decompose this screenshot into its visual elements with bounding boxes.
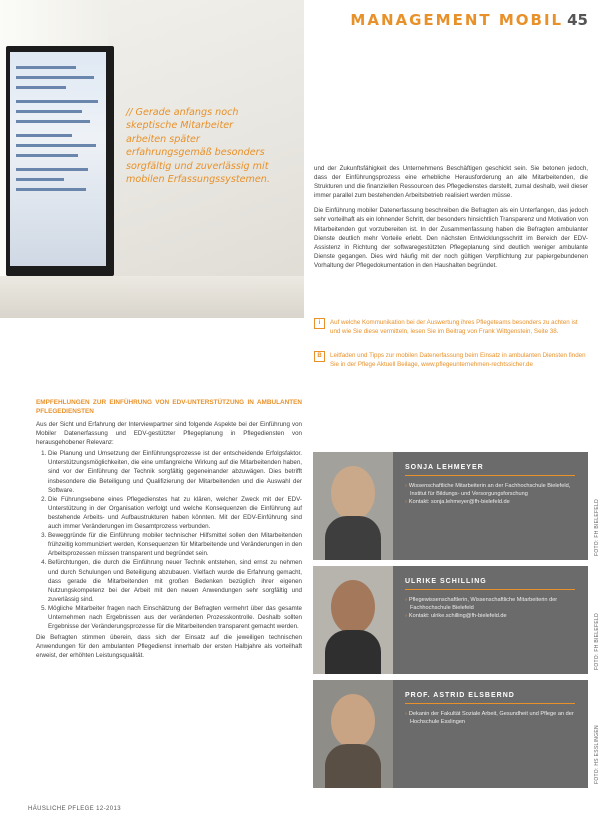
- divider: [405, 475, 575, 476]
- portrait-body: [325, 630, 381, 674]
- closing-paragraph: Die Befragten stimmen überein, dass sich der Einsatz auf die jeweiligen technischen Anwendungen für den ambulanten Pflegedienst innerhalb der ersten Halbjahre als vorteilhaft erweist, der erhöhten Leistungsqualität.: [36, 634, 302, 660]
- photo-credit: FOTO: HS ESSLINGEN: [594, 725, 600, 784]
- info-icon: i: [314, 318, 325, 329]
- left-column: [36, 398, 302, 666]
- book-icon: B: [314, 351, 325, 362]
- hint-text: Auf welche Kommunikation bei der Auswertung ihres Pflegeteams besonders zu achten ist und wie Sie diese vermitteln, lesen Sie im Beitrag von Frank Wittgenstein, Seite 38.: [330, 319, 578, 335]
- author-bullet: › Kontakt: ulrike.schilling@fh-bielefeld.de: [405, 612, 577, 620]
- divider: [405, 703, 575, 704]
- author-bullet: › Pflegewissenschaftlerin, Wissenschaftliche Mitarbeiterin der Fachhochschule Bielefeld: [405, 596, 577, 612]
- author-info: [405, 482, 577, 507]
- portrait-body: [325, 744, 381, 788]
- portrait-face: [331, 466, 375, 520]
- list-item: 2. Die Führungsebene eines Pflegedienstes hat zu klären, welcher Zweck mit der EDV-Unterstützung in der Organisation verfolgt und welche Konsequenzen die Einführung auf bestehende Arbeits- und Aufbaustrukturen haben könnten. Mit der EDV-Einführung sind auch immer Veränderungen im Gesamtprozess verbunden.: [48, 495, 302, 531]
- right-column: [314, 164, 588, 276]
- author-bullet: › Dekanin der Fakultät Soziale Arbeit, Gesundheit und Pflege an der Hochschule Esslingen: [405, 710, 577, 726]
- desk-surface: [0, 276, 304, 318]
- author-portrait: [313, 566, 393, 674]
- monitor-screen: [10, 52, 106, 266]
- author-card: [313, 680, 588, 788]
- paragraph: und der Zukunftsfähigkeit des Unternehmens Beschäftigen geschickt sein. Sie betonen jedoch, dass der Einführungsprozess eine erhebliche Herausforderung an alle Mitarbeitenden, die Strukturen und die finanziellen Ressourcen des Pflegedienstes darstellt, zumal deshalb, weil dieser immer parallel zum bestehenden Arbeitsbetrieb realisiert werden müsse.: [314, 165, 588, 200]
- page-footer: HÄUSLICHE PFLEGE 12-2013: [28, 806, 121, 812]
- pull-quote: // Gerade anfangs noch skeptische Mitarbeiter arbeiten später erfahrungsgemäß besonders sorgfältig und zuverlässig mit mobilen Erfassungssystemen.: [126, 107, 270, 186]
- list-item: 5. Mögliche Mitarbeiter fragen nach Einschätzung der Befragten vermehrt über das gesamte Unternehmen nach Ergebnissen aus der veränderten Prozesskontrolle. Deshalb sollten Ergebnisse der Veränderungsprozesse für die Mitarbeitenden transparent gemacht werden.: [48, 604, 302, 631]
- paragraph: Die Einführung mobiler Datenerfassung beschreiben die Befragten als ein Unterfangen, das jedoch sehr vorteilhaft als ein lohnender Schritt, der besonders hinsichtlich Transparenz und Motivation von Mitarbeitenden gut vorzubereiten ist. In der Zusammenfassung haben die Befragten ambulanter Dienste deutlich mehr Vorteile erlebt. Den nächsten Entwicklungsschritt im Bereich der EDV-Assistenz in Richtung der softwaregestützten Pflegeplanung sind deutlich weniger ambulante Dienste gegangen. Dies wird häufig mit der noch gültigen Verpflichtung zur papiergebundenen Vorhaltung der Pflegedokumentation in den Haushalten begründet.: [314, 207, 588, 269]
- page-header: [350, 10, 588, 29]
- page-number: 45: [567, 11, 588, 29]
- author-portrait: [313, 452, 393, 560]
- divider: [405, 589, 575, 590]
- list-item: 1. Die Planung und Umsetzung der Einführungsprozesse ist der entscheidende Erfolgsfaktor. Unterstützungsmöglichkeiten, die eine umfangreiche Wirkung auf die Mitarbeitenden haben, sind vor der Einführung der Technik sorgfältig gegeneinander abzuwägen. Dies betrifft insbesondere die Beteiligung und Qualifizierung der Mitarbeitenden und die Auswahl der Software.: [48, 449, 302, 494]
- photo-credit: FOTO: FH BIELEFELD: [594, 499, 600, 556]
- list-item: 3. Beweggründe für die Einführung mobiler technischer Hilfsmittel sollen den Mitarbeitenden frühzeitig kommuniziert werden, Konsequenzen für Mitarbeitende und Veränderungen in den Arbeitsprozessen müssen transparent und begründet sein.: [48, 531, 302, 558]
- hint-text: Leitfaden und Tipps zur mobilen Datenerfassung beim Einsatz in ambulanten Diensten finden Sie in der Pflege Aktuell Beilage, www.pflegeunternehmen-rechtssicher.de: [330, 352, 586, 368]
- list-item: 4. Befürchtungen, die durch die Einführung neuer Technik entstehen, sind ernst zu nehmen und durch Schulungen und Beteiligung abzubauen. Vielfach wurde die Erfahrung gemacht, dass gerade die Mitarbeitenden mit großen Bedenken bezüglich ihrer eigenen Nutzungskompetenz bei der Arbeit mit den neuen Anwendungen sehr sorgfältig und zuverlässig sind.: [48, 558, 302, 603]
- author-name: PROF. ASTRID ELSBERND: [405, 692, 515, 699]
- section-heading: EMPFEHLUNGEN ZUR EINFÜHRUNG VON EDV-UNTERSTÜTZUNG IN AMBULANTEN PFLEGEDIENSTEN: [36, 399, 302, 415]
- portrait-body: [325, 516, 381, 560]
- portrait-face: [331, 580, 375, 634]
- intro-paragraph: Aus der Sicht und Erfahrung der Interviewpartner sind folgende Aspekte bei der Einführung von Mobiler Datenerfassung und EDV-gestützter Pflegeplanung in Pflegediensten von herausgehobener Relevanz:: [36, 421, 302, 447]
- photo-credit: FOTO: FH BIELEFELD: [594, 613, 600, 670]
- hint-book: [314, 351, 588, 369]
- recommendation-list: [36, 449, 302, 631]
- author-name: SONJA LEHMEYER: [405, 464, 484, 471]
- section-title: MANAGEMENT MOBIL: [350, 11, 564, 29]
- author-bullet: › Kontakt: sonja.lehmeyer@fh-bielefeld.de: [405, 498, 577, 506]
- hint-info: [314, 318, 588, 336]
- author-card: [313, 452, 588, 560]
- author-info: [405, 710, 577, 726]
- author-bullet: › Wissenschaftliche Mitarbeiterin an der Fachhochschule Bielefeld, Institut für Bildungs- und Versorgungsforschung: [405, 482, 577, 498]
- author-portrait: [313, 680, 393, 788]
- portrait-face: [331, 694, 375, 748]
- author-name: ULRIKE SCHILLING: [405, 578, 487, 585]
- author-info: [405, 596, 577, 621]
- author-card: [313, 566, 588, 674]
